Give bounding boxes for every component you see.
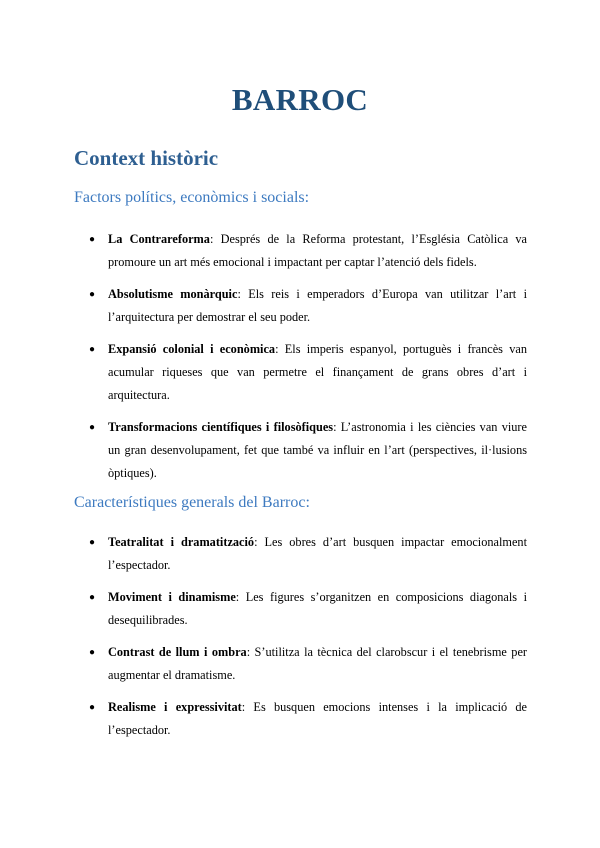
item-text: : Els imperis espanyol, portuguès i francès van acumular riqueses que van permetre el finançament de grans obres d’art i arquitectura. bbox=[108, 342, 527, 402]
bullet-icon: ● bbox=[89, 422, 96, 433]
section-heading: Context històric bbox=[74, 146, 219, 170]
item-text: : Les obres d’art busquen impactar emocionalment l’espectador. bbox=[108, 535, 527, 572]
item-term: Moviment i dinamisme bbox=[108, 590, 236, 604]
item-text: : Els reis i emperadors d’Europa van utilitzar l’art i l’arquitectura per demostrar el seu poder. bbox=[108, 287, 527, 324]
item-text: : L’astronomia i les ciències van viure un gran desenvolupament, fet que també va influir en l’art (perspectives, il·lusions òptiques). bbox=[108, 420, 527, 480]
item-term: Transformacions científiques i filosòfiques bbox=[108, 420, 334, 434]
item-text: : Les figures s’organitzen en composicions diagonals i desequilibrades. bbox=[108, 590, 527, 627]
list-item bbox=[74, 641, 527, 687]
item-term: Teatralitat i dramatització bbox=[108, 535, 255, 549]
list-item bbox=[74, 338, 527, 407]
document-title: BARROC bbox=[231, 82, 369, 117]
list-item bbox=[74, 586, 527, 632]
bullet-icon: ● bbox=[89, 592, 96, 603]
list-item bbox=[74, 228, 527, 274]
item-term: La Contrareforma bbox=[108, 232, 210, 246]
bullet-icon: ● bbox=[89, 289, 96, 300]
item-term: Expansió colonial i econòmica bbox=[108, 342, 276, 356]
bullet-icon: ● bbox=[89, 647, 96, 658]
bullet-icon: ● bbox=[89, 537, 96, 548]
bullet-icon: ● bbox=[89, 234, 96, 245]
factors-list bbox=[74, 228, 527, 494]
list-item bbox=[74, 531, 527, 577]
characteristics-list bbox=[74, 531, 527, 751]
subsection-heading-characteristics: Característiques generals del Barroc: bbox=[74, 494, 310, 511]
list-item bbox=[74, 283, 527, 329]
bullet-icon: ● bbox=[89, 702, 96, 713]
bullet-icon: ● bbox=[89, 344, 96, 355]
item-term: Absolutisme monàrquic bbox=[108, 287, 238, 301]
list-item bbox=[74, 696, 527, 742]
list-item bbox=[74, 416, 527, 485]
item-term: Realisme i expressivitat bbox=[108, 700, 242, 714]
item-text: : Es busquen emocions intenses i la implicació de l’espectador. bbox=[108, 700, 528, 737]
item-text: : Després de la Reforma protestant, l’Església Catòlica va promoure un art més emocional i impactant per captar l’atenció dels fidels. bbox=[108, 232, 528, 269]
item-text: : S’utilitza la tècnica del clarobscur i el tenebrisme per augmentar el dramatisme. bbox=[108, 645, 528, 682]
subsection-heading-factors: Factors polítics, econòmics i socials: bbox=[74, 189, 310, 206]
item-term: Contrast de llum i ombra bbox=[108, 645, 247, 659]
